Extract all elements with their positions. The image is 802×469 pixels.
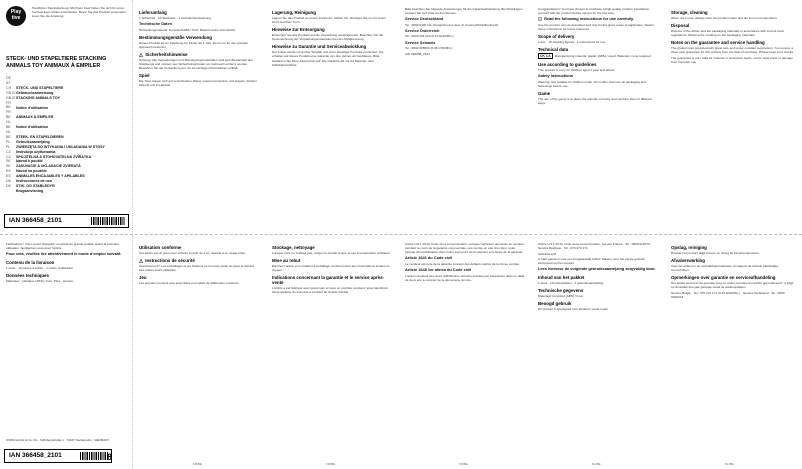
heading-safety-gb: Safety instructions [538,74,659,79]
heading-service-ch: Service Schweiz [405,41,526,46]
text-donnees: Matériaux : plastique (ABS) / bois. Piles : aucune. [6,279,126,283]
country-codes: ES [6,174,16,179]
text-safety-gb: Warning: Not suitable for children under 10 months. Remove all packaging and fastenings before use. [538,80,659,88]
language-label: ANIMALES ENCAJABLES Y APILABLES [16,174,85,178]
heading-game-gb: Game [538,91,659,96]
text-safety: Achtung: Alle Verpackungen und Befestigungsmaterialien sind kein Bestandteil des Spielzeugs und müssen aus Sicherheitsgründen vor Gebrauch entfernt werden. Bewahren Sie die Verpackung auf, da sie wichtige Informationen enthält. [139,58,260,70]
language-label: STIK- OG STABLEDYR [16,184,55,188]
text-congrats: Congratulations! You have chosen to purchase a high-quality product. Familiarise yourself with the product before using it for the first time. [538,7,659,15]
language-label: Notice d'utilisation [16,105,48,109]
text-felicitations: Félicitations ! Vous venez d'acquérir un article de grande qualité. Avant la première utilisation, familiarisez-vous avec l'article. [6,242,126,250]
country-codes: DK [6,184,16,189]
text-gefeliciteerd-label: Gefeliciteerd! [538,252,659,256]
text-disposal: Entsorgen Sie das Produkt und die Verpackung umweltgerecht. Beachten Sie die Kennzeichnung der Verpackungsmaterialien bei der Abfalltrennung. [272,33,393,41]
heading-guarantee: Hinweise zu Garantie und Serviceabwicklung [272,44,393,49]
ian-box-bottom [4,449,112,463]
text-guarantee-cont: Bitte beachten Sie folgende Anweisungen für die Garantieabwicklung. Bei Rückfragen wenden Sie sich bitte an den Service. [405,7,526,15]
language-label: Návod na použitie [16,169,47,173]
brand-logo: Play tive [6,6,26,26]
heading-safety: Sicherheitshinweise [139,52,260,57]
heading-technisch: Technische gegevens [538,288,659,293]
text-inhoud: 1 doos · 10 insteekdelen · 1 gebruiksaanwijzing [538,281,659,285]
ian-box [4,214,129,228]
text-guarantee: Der Artikel wurde mit großer Sorgfalt und unter ständiger Kontrolle produziert. Sie erhalten auf dieses Produkt eine Garantie von drei Jahren ab Kaufdatum. Bitte bewahren Sie Ihren Kassenbon auf. Die Garantie gilt nur für Material- oder Fabrikationsfehler. [272,50,393,66]
heading-1641: Article 1641 du Code civil [405,256,526,261]
heading-garantie: Indications concernant la garantie et le service après-vente [272,275,393,285]
country-codes: NL BE [6,120,16,130]
language-label: STEEK- EN STAPELDIEREN [16,135,64,139]
text-tech: Herstellungsmaterial: Kunststoff ABS / Holz. Batterie keine erforderlich. [139,28,260,32]
page-gb-1 [532,0,665,234]
manufacturer-address: OWIM GmbH & Co. KG · Stiftsbergstraße 1 · 74167 Neckarsulm · GERMANY [6,439,109,443]
text-guarantee-gb: The product was produced with great care and under constant supervision. You receive a three-year guarantee for this product from the date of purchase. Please keep your receipt. [671,46,796,54]
ukca-mark: UK CA [538,53,553,59]
text-gefeliciteerd: U hebt gekozen voor een hoogwaardig artikel. Maak u vóór het eerste gebruik vertrouwd met het product. [538,257,659,265]
heading-storage: Lagerung, Reinigung [272,10,393,15]
text-guarantee-gb-2: The guarantee is only valid for material or production faults, not for wear parts or damage from improper use. [671,56,796,64]
text-ian: IAN 366458_2101 [405,52,526,56]
text-1641: Le vendeur est tenu de la garantie à raison des défauts cachés de la chose vendue. [405,262,526,266]
heading-jeu: Jeu [139,275,260,280]
language-label: ANIMAUX À EMPILER [16,115,53,119]
language-label: STACKING ANIMALS TOY [16,96,60,100]
country-codes: DE AT CH [6,76,16,91]
heading-tech: Technische Daten [139,22,260,27]
language-list [6,76,130,194]
page-de-2 [266,0,399,234]
ian-number-bottom: IAN 366458_2101 [9,452,62,459]
language-label: Návod k použití [16,159,43,163]
text-read: Use the product only as described and only for the given areas of application. Retain these instructions for future reference. [538,23,659,31]
country-codes: PL [6,140,16,145]
text-stockage: Lorsque vous ne l'utilisez pas, rangez le produit propre et sec à température ambiante. [272,251,393,255]
page-footer: FR/BE [326,462,335,466]
heading-utilisation: Utilisation conforme [139,245,260,250]
page-de-1 [133,0,266,234]
heading-rebut: Mise au rebut [272,258,393,263]
heading-disposal: Hinweise zur Entsorgung [272,27,393,32]
page-de-3 [399,0,532,234]
heading-afval: Afvalverwerking [671,258,796,263]
heading-game: Spiel [139,73,260,78]
cover-page [0,0,133,234]
language-item [6,189,130,194]
country-codes: PL [6,145,16,150]
heading-scope: Scope of delivery [538,34,659,39]
country-codes: FR BE [6,101,16,111]
warning-icon [139,53,143,57]
text-technisch: Materiaal: kunststof (ABS) / hout. [538,294,659,298]
heading-garantie-nl: Opmerkingen over garantie en serviceafhandeling [671,275,796,280]
text-beoogd: Dit product is speelgoed voor kinderen vanaf 1 jaar. [538,307,659,311]
barcode-bottom [80,452,108,460]
language-label: Instrucciones de uso [16,179,52,183]
heading-inhoud: Inhoud van het pakket [538,275,659,280]
page-footer: NL/BE [592,462,601,466]
country-codes: GB IE [6,91,16,96]
heading-service-de: Service Deutschland [405,17,526,22]
language-item [6,120,130,130]
language-label: STECK- UND STAPELTIERE [16,86,63,90]
page-fr-3 [266,235,399,469]
text-service-at: Tel.: 0820 201 222 (0,15 EUR/Min.) [405,34,526,38]
text-techdata: UK CA Manufacturing material: plastic (ABS) / wood. Batteries: none required. [538,53,659,59]
page-nl-1 [532,235,665,469]
text-jeu: Les animaux peuvent être assemblés et empilés de différentes manières. [139,281,260,285]
page-fr-1 [0,235,133,469]
text-delivery: 1 Schachtel · 10 Stückteile · 1 Gebrauchsanweisung [139,16,260,20]
heading-disposal-gb: Disposal [671,23,796,28]
text-garantie-nl: Het artikel werd met de grootste zorg en onder permanent toezicht geproduceerd. U krijgt op dit artikel drie jaar garantie vanaf de aankoopdatum. [671,281,796,289]
heading-1648: Article 1648 1er alinéa du Code civil [405,268,526,273]
heading-guidelines: Use according to guidelines [538,62,659,67]
heading-lire: Pour cela, veuillez lire attentivement le mode d'emploi suivant. [6,252,126,257]
heading-stockage: Stockage, nettoyage [272,245,393,250]
country-codes: NL BE [6,130,16,140]
text-service-de: Tel.: 0800 5435 111 (Kostenfrei aus dem dt. Festnetz/Mobilfunknetz) [405,23,526,27]
heading-guarantee-gb: Notes on the guarantee and service handling [671,40,796,45]
language-item [6,101,130,111]
language-label: ZWIERZĘTA DO WTYKANIA I UKŁADANIA W STOSY [16,145,105,149]
text-guidelines: This product is a toy for children aged 1 year and above. [538,68,659,72]
heading-beoogd: Beoogd gebruik [538,301,659,306]
bottom-spread [0,234,802,468]
language-label: Gebruiksaanwijzing [16,140,50,144]
text-service-nl: Service België · Tel.: 070 270 171 (0,15 EUR/Min.) · Service Nederland · Tel.: 0900 0400223 [671,291,796,299]
page-fr-2 [133,235,266,469]
book-icon [538,17,542,21]
country-codes: DK [6,179,16,184]
text-service-fr: Article L217-16 du Code de la consommation. Service France · Tel.: 0800 919270 · Service Belgique · Tel.: 070 270 171. [538,242,659,250]
page-fr-4 [399,235,532,469]
heading-lees: Lees hiervoor de volgende gebruiksaanwijzing zorgvuldig door. [538,267,659,272]
text-service-ch: Tel.: 0842 665566 (0,08 CHF/Min.) [405,46,526,50]
text-garantie: L'article a été fabriqué avec grand soin et sous un contrôle constant. Vous bénéficiez d'une garantie de trois ans à compter de la date d'achat. [272,286,393,294]
country-codes: CZ [6,150,16,155]
text-contenu: 1 boîte · 10 pièces à enfiler · 1 notice d'utilisation [6,266,126,270]
heading-service-at: Service Österreich [405,29,526,34]
page-gb-2 [665,0,802,234]
page-footer: FR/BE [459,462,468,466]
language-label: Instrukcja użytkowania [16,150,55,154]
country-codes: CZ [6,155,16,160]
language-label: Gebrauchsanweisung [16,91,53,95]
page-number-large: 8 [107,452,112,462]
ian-number: IAN 366458_2101 [9,217,62,224]
language-label: ZASÚVACIE A UKLADACIE ZVIERATÁ [16,164,81,168]
text-utilisation: Cet article est un jouet pour enfants à partir de 1 an, destiné à un usage privé. [139,251,260,255]
text-game: Die Tiere lassen sich auf verschiedene Weise zusammenstecken und stapeln. Fördert Motorik und Kreativität. [139,79,260,87]
heading-delivery: Lieferumfang [139,10,260,15]
text-use: Dieses Produkt ist ein Spielzeug für Kinder ab 1 Jahr. Es ist nur für den privaten Gebrauch bestimmt. [139,41,260,49]
page-nl-2 [665,235,802,469]
language-label: Brugsanvisning [16,189,43,193]
language-item [6,130,130,140]
heading-contenu: Contenu de la livraison [6,260,126,265]
heading-donnees: Données techniques [6,273,126,278]
page-footer: NL/BE [725,462,734,466]
heading-storage-gb: Storage, cleaning [671,10,796,15]
language-item [6,110,130,120]
country-codes: FR BE [6,110,16,120]
barcode [91,217,125,225]
heading-use: Bestimmungsgemäße Verwendung [139,35,260,40]
text-storage: Lagern Sie das Produkt an einem trockenen, kühlen Ort. Reinigen Sie es mit einem leicht feuchten Tuch. [272,16,393,24]
warning-icon [139,259,143,263]
country-codes: ES [6,169,16,174]
language-label: Notice d'utilisation [16,125,48,129]
text-1648: L'action résultant des vices rédhibitoires doit être intentée par l'acquéreur dans un délai de deux ans à compter de la découverte du vice. [405,274,526,282]
language-label: SPOJITELNÁ A STOHOVATELNÁ ZVÍŘÁTKA [16,155,91,159]
heading-securite: Instructions de sécurité [139,258,260,263]
text-disposal-gb: Dispose of the article and the packaging materials in accordance with current local regulations. Observe the marking on the packaging materials. [671,29,796,37]
text-game-gb: The aim of the game is to place the animals correctly and combine them in different ways. [538,97,659,105]
text-scope: 1 box · 10 stacking figures · 1 instructions for use [538,40,659,44]
text-conso: Article L217-16 du Code de la consommation. Lorsque l'acheteur demande au vendeur, pendant le cours de la garantie commerciale, une remise en état d'un bien, toute période d'immobilisation d'au moins sept jours vient s'ajouter à la durée de la garantie. [405,242,526,254]
product-title: STECK- UND STAPELTIERE STACKING ANIMALS TOY ANIMAUX À EMPILER [6,56,130,69]
country-codes: SK [6,164,16,169]
heading-read: Read the following instructions for use carefully. [538,17,659,22]
text-storage-gb: When not in use, always store the product clean and dry at room temperature. [671,16,796,20]
text-securite: Avertissement ! Les emballages et les fixations ne font pas partie du jouet et doivent être retirés avant utilisation. [139,264,260,272]
cover-intro: Handlicher Steckspielzeug. Mit Ihrem Kauf haben Sie sich für einen hochwertigen Artikel entschieden. Bevor Sie das Produkt verwenden, lesen Sie die Anleitung. [32,6,127,18]
language-item [6,76,130,91]
country-codes: GB IE [6,96,16,101]
heading-techdata: Technical data [538,47,659,52]
page-footer: FR/BE [193,462,202,466]
text-opslag: Bewaar het product altijd schoon en droog bij kamertemperatuur. [671,251,796,255]
text-afval: Voer het artikel en de verpakkingsmaterialen af volgens de actuele plaatselijke voorschriften. [671,264,796,272]
country-codes: SK [6,159,16,164]
heading-opslag: Opslag, reiniging [671,245,796,250]
text-rebut: Éliminez l'article et le matériel d'emballage conformément aux prescriptions locales en vigueur. [272,264,393,272]
top-spread [0,0,802,234]
